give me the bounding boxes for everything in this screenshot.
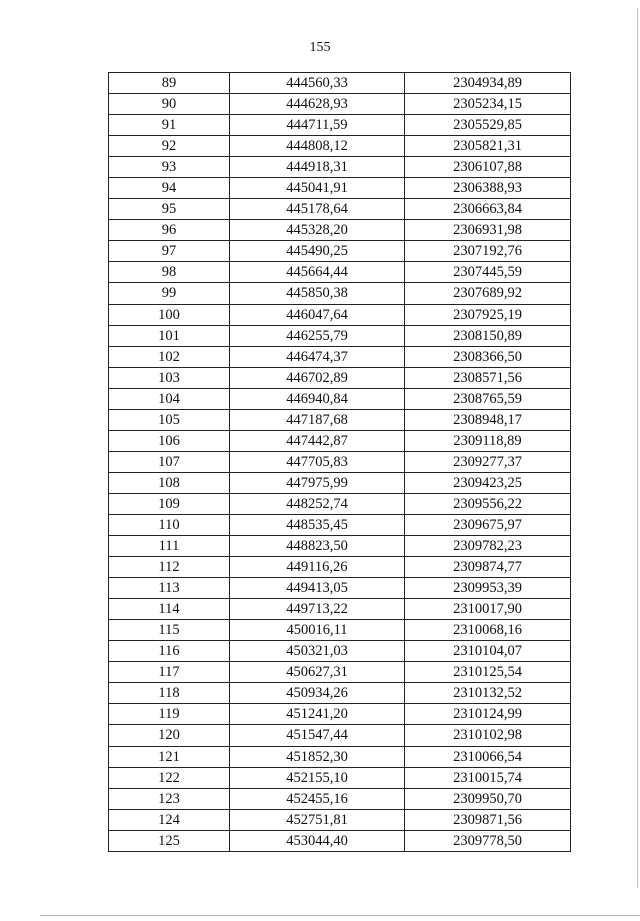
y-coordinate-cell: 2309118,89: [405, 430, 571, 451]
x-coordinate-cell: 449116,26: [230, 557, 405, 578]
point-number-cell: 104: [109, 388, 230, 409]
y-coordinate-cell: 2306931,98: [405, 220, 571, 241]
point-number-cell: 123: [109, 788, 230, 809]
y-coordinate-cell: 2310124,99: [405, 704, 571, 725]
table-row: [109, 94, 571, 115]
y-coordinate-cell: 2304934,89: [405, 73, 571, 94]
x-coordinate-cell: 450627,31: [230, 662, 405, 683]
point-number-cell: 120: [109, 725, 230, 746]
x-coordinate-cell: 448823,50: [230, 536, 405, 557]
x-coordinate-cell: 447187,68: [230, 409, 405, 430]
x-coordinate-cell: 450321,03: [230, 641, 405, 662]
point-number-cell: 118: [109, 683, 230, 704]
point-number-cell: 121: [109, 746, 230, 767]
point-number-cell: 97: [109, 241, 230, 262]
point-number-cell: 110: [109, 514, 230, 535]
point-number-cell: 116: [109, 641, 230, 662]
point-number-cell: 109: [109, 493, 230, 514]
x-coordinate-cell: 445041,91: [230, 178, 405, 199]
point-number-cell: 96: [109, 220, 230, 241]
table-row: [109, 788, 571, 809]
x-coordinate-cell: 451241,20: [230, 704, 405, 725]
x-coordinate-cell: 446047,64: [230, 304, 405, 325]
y-coordinate-cell: 2308150,89: [405, 325, 571, 346]
page-edge-bottom: [40, 915, 640, 916]
x-coordinate-cell: 449413,05: [230, 578, 405, 599]
y-coordinate-cell: 2309874,77: [405, 557, 571, 578]
x-coordinate-cell: 452455,16: [230, 788, 405, 809]
table-row: [109, 115, 571, 136]
x-coordinate-cell: 446474,37: [230, 346, 405, 367]
table-row: [109, 493, 571, 514]
y-coordinate-cell: 2309277,37: [405, 451, 571, 472]
x-coordinate-cell: 448535,45: [230, 514, 405, 535]
y-coordinate-cell: 2308571,56: [405, 367, 571, 388]
table-row: [109, 746, 571, 767]
x-coordinate-cell: 445850,38: [230, 283, 405, 304]
y-coordinate-cell: 2307192,76: [405, 241, 571, 262]
x-coordinate-cell: 445664,44: [230, 262, 405, 283]
table-row: [109, 241, 571, 262]
table-row: [109, 620, 571, 641]
x-coordinate-cell: 447975,99: [230, 472, 405, 493]
y-coordinate-cell: 2305234,15: [405, 94, 571, 115]
table-row: [109, 157, 571, 178]
table-row: [109, 430, 571, 451]
point-number-cell: 122: [109, 767, 230, 788]
table-row: [109, 283, 571, 304]
y-coordinate-cell: 2308765,59: [405, 388, 571, 409]
y-coordinate-cell: 2305529,85: [405, 115, 571, 136]
point-number-cell: 114: [109, 599, 230, 620]
point-number-cell: 101: [109, 325, 230, 346]
y-coordinate-cell: 2306107,88: [405, 157, 571, 178]
point-number-cell: 119: [109, 704, 230, 725]
point-number-cell: 112: [109, 557, 230, 578]
table-row: [109, 388, 571, 409]
table-row: [109, 704, 571, 725]
point-number-cell: 98: [109, 262, 230, 283]
coordinates-table: [108, 72, 571, 852]
table-row: [109, 809, 571, 830]
point-number-cell: 93: [109, 157, 230, 178]
x-coordinate-cell: 452751,81: [230, 809, 405, 830]
x-coordinate-cell: 444711,59: [230, 115, 405, 136]
x-coordinate-cell: 451547,44: [230, 725, 405, 746]
table-row: [109, 683, 571, 704]
x-coordinate-cell: 453044,40: [230, 830, 405, 851]
point-number-cell: 125: [109, 830, 230, 851]
point-number-cell: 103: [109, 367, 230, 388]
table-row: [109, 767, 571, 788]
table-row: [109, 725, 571, 746]
table-row: [109, 536, 571, 557]
y-coordinate-cell: 2309871,56: [405, 809, 571, 830]
table-row: [109, 451, 571, 472]
y-coordinate-cell: 2307445,59: [405, 262, 571, 283]
table-row: [109, 325, 571, 346]
point-number-cell: 115: [109, 620, 230, 641]
point-number-cell: 107: [109, 451, 230, 472]
y-coordinate-cell: 2310102,98: [405, 725, 571, 746]
table-row: [109, 514, 571, 535]
point-number-cell: 89: [109, 73, 230, 94]
point-number-cell: 105: [109, 409, 230, 430]
x-coordinate-cell: 446940,84: [230, 388, 405, 409]
table-row: [109, 409, 571, 430]
table-row: [109, 641, 571, 662]
y-coordinate-cell: 2310104,07: [405, 641, 571, 662]
y-coordinate-cell: 2305821,31: [405, 136, 571, 157]
y-coordinate-cell: 2309953,39: [405, 578, 571, 599]
x-coordinate-cell: 446702,89: [230, 367, 405, 388]
point-number-cell: 95: [109, 199, 230, 220]
point-number-cell: 94: [109, 178, 230, 199]
x-coordinate-cell: 448252,74: [230, 493, 405, 514]
y-coordinate-cell: 2310017,90: [405, 599, 571, 620]
table-row: [109, 472, 571, 493]
page-number: 155: [309, 40, 331, 55]
table-row: [109, 557, 571, 578]
y-coordinate-cell: 2309778,50: [405, 830, 571, 851]
point-number-cell: 99: [109, 283, 230, 304]
table-row: [109, 662, 571, 683]
x-coordinate-cell: 444808,12: [230, 136, 405, 157]
x-coordinate-cell: 452155,10: [230, 767, 405, 788]
y-coordinate-cell: 2308948,17: [405, 409, 571, 430]
y-coordinate-cell: 2306388,93: [405, 178, 571, 199]
table-row: [109, 73, 571, 94]
y-coordinate-cell: 2306663,84: [405, 199, 571, 220]
point-number-cell: 92: [109, 136, 230, 157]
table-row: [109, 136, 571, 157]
y-coordinate-cell: 2310125,54: [405, 662, 571, 683]
x-coordinate-cell: 449713,22: [230, 599, 405, 620]
table-row: [109, 178, 571, 199]
x-coordinate-cell: 450016,11: [230, 620, 405, 641]
y-coordinate-cell: 2310132,52: [405, 683, 571, 704]
point-number-cell: 100: [109, 304, 230, 325]
x-coordinate-cell: 447442,87: [230, 430, 405, 451]
x-coordinate-cell: 446255,79: [230, 325, 405, 346]
y-coordinate-cell: 2310068,16: [405, 620, 571, 641]
table-row: [109, 220, 571, 241]
y-coordinate-cell: 2308366,50: [405, 346, 571, 367]
y-coordinate-cell: 2309556,22: [405, 493, 571, 514]
table-row: [109, 304, 571, 325]
point-number-cell: 111: [109, 536, 230, 557]
x-coordinate-cell: 444560,33: [230, 73, 405, 94]
table-row: [109, 346, 571, 367]
point-number-cell: 90: [109, 94, 230, 115]
x-coordinate-cell: 445490,25: [230, 241, 405, 262]
table-row: [109, 262, 571, 283]
table-row: [109, 830, 571, 851]
x-coordinate-cell: 447705,83: [230, 451, 405, 472]
point-number-cell: 108: [109, 472, 230, 493]
table-row: [109, 578, 571, 599]
coordinates-table-body: [109, 73, 571, 852]
x-coordinate-cell: 445328,20: [230, 220, 405, 241]
x-coordinate-cell: 450934,26: [230, 683, 405, 704]
y-coordinate-cell: 2309782,23: [405, 536, 571, 557]
table-row: [109, 199, 571, 220]
x-coordinate-cell: 451852,30: [230, 746, 405, 767]
y-coordinate-cell: 2309950,70: [405, 788, 571, 809]
point-number-cell: 91: [109, 115, 230, 136]
point-number-cell: 117: [109, 662, 230, 683]
x-coordinate-cell: 444918,31: [230, 157, 405, 178]
point-number-cell: 106: [109, 430, 230, 451]
point-number-cell: 102: [109, 346, 230, 367]
y-coordinate-cell: 2307925,19: [405, 304, 571, 325]
table-row: [109, 367, 571, 388]
y-coordinate-cell: 2307689,92: [405, 283, 571, 304]
y-coordinate-cell: 2309675,97: [405, 514, 571, 535]
y-coordinate-cell: 2310015,74: [405, 767, 571, 788]
point-number-cell: 124: [109, 809, 230, 830]
x-coordinate-cell: 444628,93: [230, 94, 405, 115]
y-coordinate-cell: 2310066,54: [405, 746, 571, 767]
y-coordinate-cell: 2309423,25: [405, 472, 571, 493]
table-row: [109, 599, 571, 620]
page-edge-right: [637, 8, 638, 888]
point-number-cell: 113: [109, 578, 230, 599]
x-coordinate-cell: 445178,64: [230, 199, 405, 220]
